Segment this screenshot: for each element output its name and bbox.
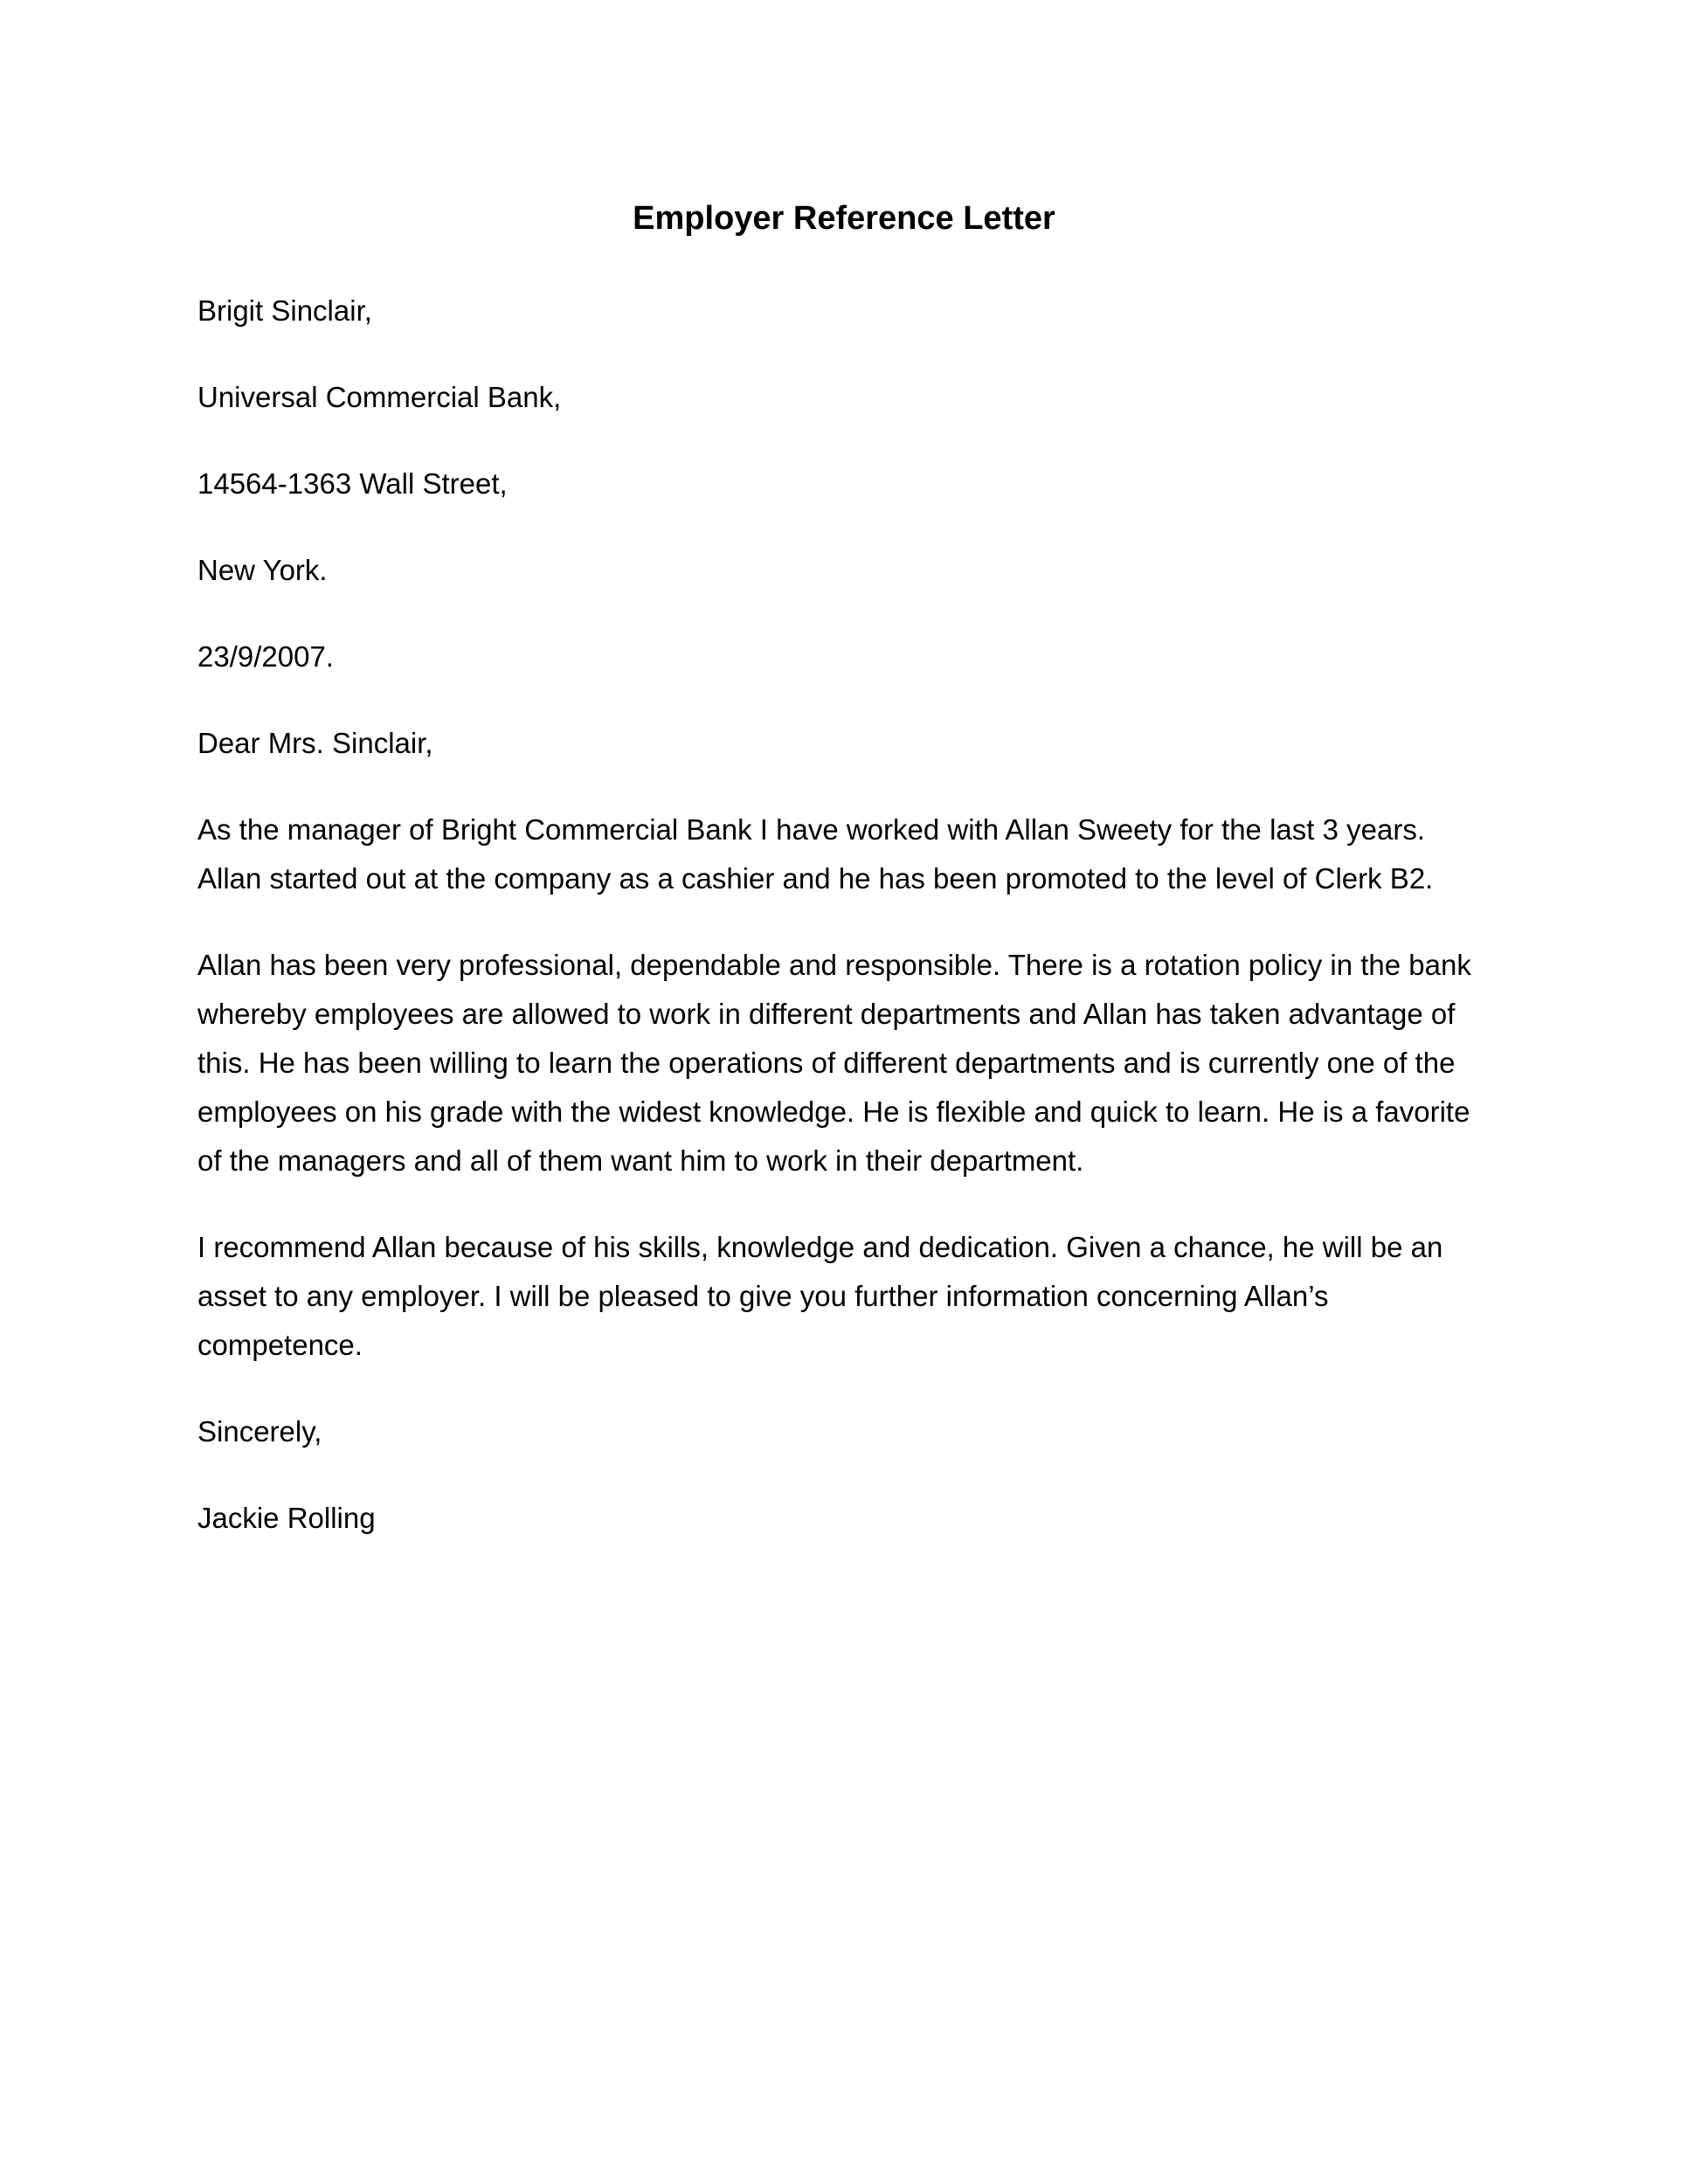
recipient-name: Brigit Sinclair,: [197, 294, 372, 327]
paragraph-line: whereby employees are allowed to work in different departments and Allan has taken advantage of: [197, 998, 1456, 1030]
paragraph-line: Allan started out at the company as a cashier and he has been promoted to the level of Clerk B2.: [197, 862, 1434, 895]
recipient-street: 14564-1363 Wall Street,: [197, 467, 508, 500]
recipient-company: Universal Commercial Bank,: [197, 381, 562, 413]
paragraph-intro: [197, 805, 1508, 903]
salutation: Dear Mrs. Sinclair,: [197, 727, 433, 759]
paragraph-line: Allan has been very professional, dependable and responsible. There is a rotation policy in the bank: [197, 949, 1471, 981]
recipient-city: New York.: [197, 554, 328, 586]
paragraph-line: of the managers and all of them want him to work in their department.: [197, 1144, 1084, 1177]
paragraph-line: asset to any employer. I will be pleased to give you further information concerning Allan’s: [197, 1280, 1329, 1312]
letter-body: [197, 287, 1508, 1543]
closing: Sincerely,: [197, 1415, 322, 1448]
page-title: Employer Reference Letter: [633, 200, 1055, 237]
paragraph-qualities: [197, 941, 1508, 1185]
paragraph-line: employees on his grade with the widest knowledge. He is flexible and quick to learn. He is a favorite: [197, 1095, 1470, 1128]
letter-date: 23/9/2007.: [197, 640, 334, 673]
paragraph-line: As the manager of Bright Commercial Bank I have worked with Allan Sweety for the last 3 years.: [197, 813, 1425, 846]
signature: Jackie Rolling: [197, 1502, 376, 1534]
paragraph-line: competence.: [197, 1329, 363, 1361]
paragraph-recommendation: [197, 1223, 1508, 1370]
paragraph-line: I recommend Allan because of his skills, knowledge and dedication. Given a chance, he will be an: [197, 1231, 1443, 1263]
paragraph-line: this. He has been willing to learn the operations of different departments and is currently one of the: [197, 1047, 1456, 1079]
